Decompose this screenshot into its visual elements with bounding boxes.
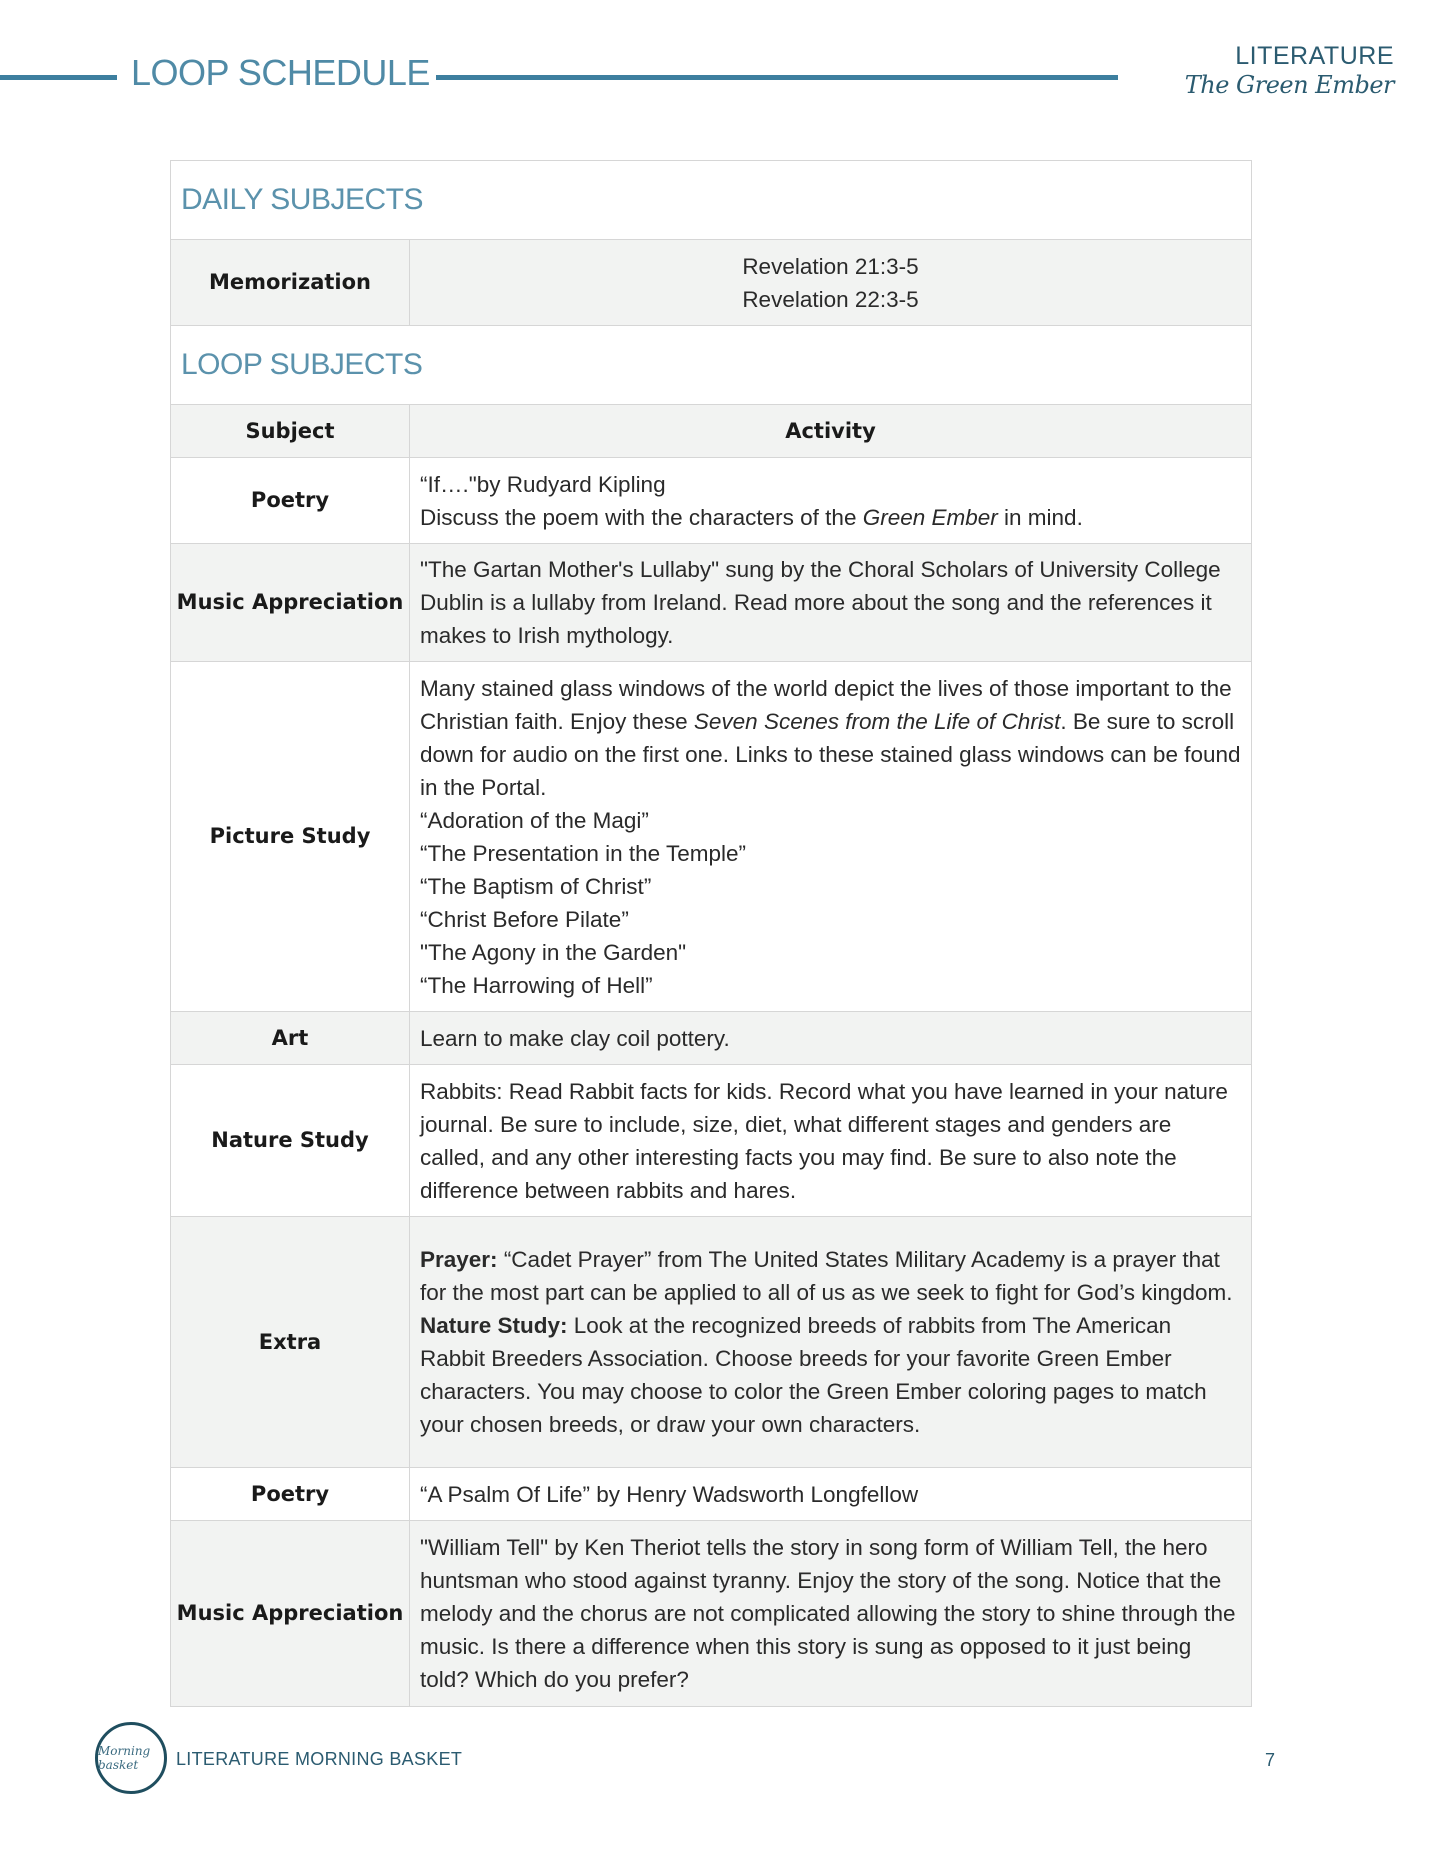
- column-header-activity: Activity: [410, 405, 1252, 458]
- text-run: . Be sure to scroll down for audio on the first one. Links to these stained glass windows can be found in the Portal.: [420, 708, 1241, 800]
- header-rule-left: [0, 75, 117, 80]
- table-row: [171, 662, 1252, 1012]
- activity-cell: [410, 1217, 1252, 1468]
- artwork-series-italic: Seven Scenes from the Life of Christ: [693, 708, 1061, 734]
- artwork-title: “The Baptism of Christ”: [420, 873, 652, 899]
- activity-cell: "William Tell" by Ken Theriot tells the story in song form of William Tell, the hero huntsman who stood against tyranny. Enjoy the story of the song. Notice that the melody and the chorus are not complicated allowing the story to shine through the music. Is there a difference when this story is sung as opposed to it just being told? Which do you prefer?: [410, 1521, 1252, 1707]
- table-row: [171, 1521, 1252, 1707]
- text-run: Many stained glass windows of the world depict the lives of those important to the Christian faith. Enjoy these: [420, 675, 1232, 734]
- activity-cell: Learn to make clay coil pottery.: [410, 1012, 1252, 1065]
- memorization-verse: Revelation 21:3-5: [742, 253, 919, 279]
- nature-study-label: Nature Study:: [420, 1313, 568, 1338]
- section-title-daily: DAILY SUBJECTS: [181, 182, 423, 216]
- column-header-subject: Subject: [171, 405, 410, 458]
- table-row: [171, 1065, 1252, 1217]
- memorization-verse: Revelation 22:3-5: [742, 286, 919, 312]
- table-row: [171, 544, 1252, 662]
- header-rule-right: [436, 75, 1118, 80]
- prayer-label: Prayer:: [420, 1247, 498, 1272]
- subject-cell: Nature Study: [171, 1065, 410, 1217]
- activity-cell: [410, 240, 1252, 326]
- page-title: LOOP SCHEDULE: [131, 52, 430, 93]
- logo-text: Morning basket: [98, 1744, 151, 1772]
- text-run: “Cadet Prayer” from The United States Military Academy is a prayer that for the most part can be applied to all of us as we seek to fight for God’s kingdom.: [420, 1247, 1233, 1305]
- activity-cell: Rabbits: Read Rabbit facts for kids. Record what you have learned in your nature journal. Be sure to include, size, diet, what different stages and genders are called, and any other interesting facts you may find. Be sure to also note the difference between rabbits and hares.: [410, 1065, 1252, 1217]
- subject-cell: Poetry: [171, 1468, 410, 1521]
- table-row: [171, 1217, 1252, 1468]
- activity-cell: “A Psalm Of Life” by Henry Wadsworth Longfellow: [410, 1468, 1252, 1521]
- subject-cell: Art: [171, 1012, 410, 1065]
- table-row: [171, 458, 1252, 544]
- artwork-title: “Christ Before Pilate”: [420, 906, 629, 932]
- table-row: [171, 1468, 1252, 1521]
- footer-title: LITERATURE MORNING BASKET: [176, 1749, 463, 1769]
- table-row: [171, 240, 1252, 326]
- subject-cell: Music Appreciation: [171, 544, 410, 662]
- section-loop: [171, 326, 1252, 405]
- book-title-italic: Green Ember: [862, 504, 998, 530]
- activity-text: “If…."by Rudyard Kipling: [420, 471, 666, 497]
- brand-book-title: The Green Ember: [1184, 71, 1394, 99]
- activity-cell: [410, 458, 1252, 544]
- section-title-loop: LOOP SUBJECTS: [181, 347, 423, 381]
- schedule-table: [170, 160, 1252, 1707]
- subject-cell: Picture Study: [171, 662, 410, 1012]
- table-header-row: [171, 405, 1252, 458]
- artwork-title: “The Presentation in the Temple”: [420, 840, 747, 866]
- subject-cell: Poetry: [171, 458, 410, 544]
- text-run: Look at the recognized breeds of rabbits from The American Rabbit Breeders Association. Choose breeds for your favorite Green Ember characters. You may choose to color the Green Ember coloring pages to match your chosen breeds, or draw your own characters.: [420, 1313, 1207, 1437]
- morning-basket-logo: [95, 1722, 167, 1794]
- activity-text: [420, 501, 1241, 534]
- brand-category: LITERATURE: [1235, 42, 1394, 70]
- artwork-title: "The Agony in the Garden": [420, 939, 687, 965]
- activity-text: [420, 1243, 1241, 1309]
- activity-cell: [410, 662, 1252, 1012]
- activity-text: [420, 672, 1241, 804]
- table-row: [171, 1012, 1252, 1065]
- page-number: 7: [1265, 1750, 1276, 1770]
- subject-cell: Music Appreciation: [171, 1521, 410, 1707]
- brand-block: [1185, 42, 1394, 99]
- section-daily: [171, 161, 1252, 240]
- text-run: Discuss the poem with the characters of the: [420, 504, 863, 530]
- artwork-title: “The Harrowing of Hell”: [420, 972, 653, 998]
- subject-cell: Memorization: [171, 240, 410, 326]
- subject-cell: Extra: [171, 1217, 410, 1468]
- text-run: in mind.: [997, 504, 1083, 530]
- artwork-title: “Adoration of the Magi”: [420, 807, 649, 833]
- activity-text: [420, 1309, 1241, 1441]
- activity-cell: "The Gartan Mother's Lullaby" sung by the Choral Scholars of University College Dublin is a lullaby from Ireland. Read more about the song and the references it makes to Irish mythology.: [410, 544, 1252, 662]
